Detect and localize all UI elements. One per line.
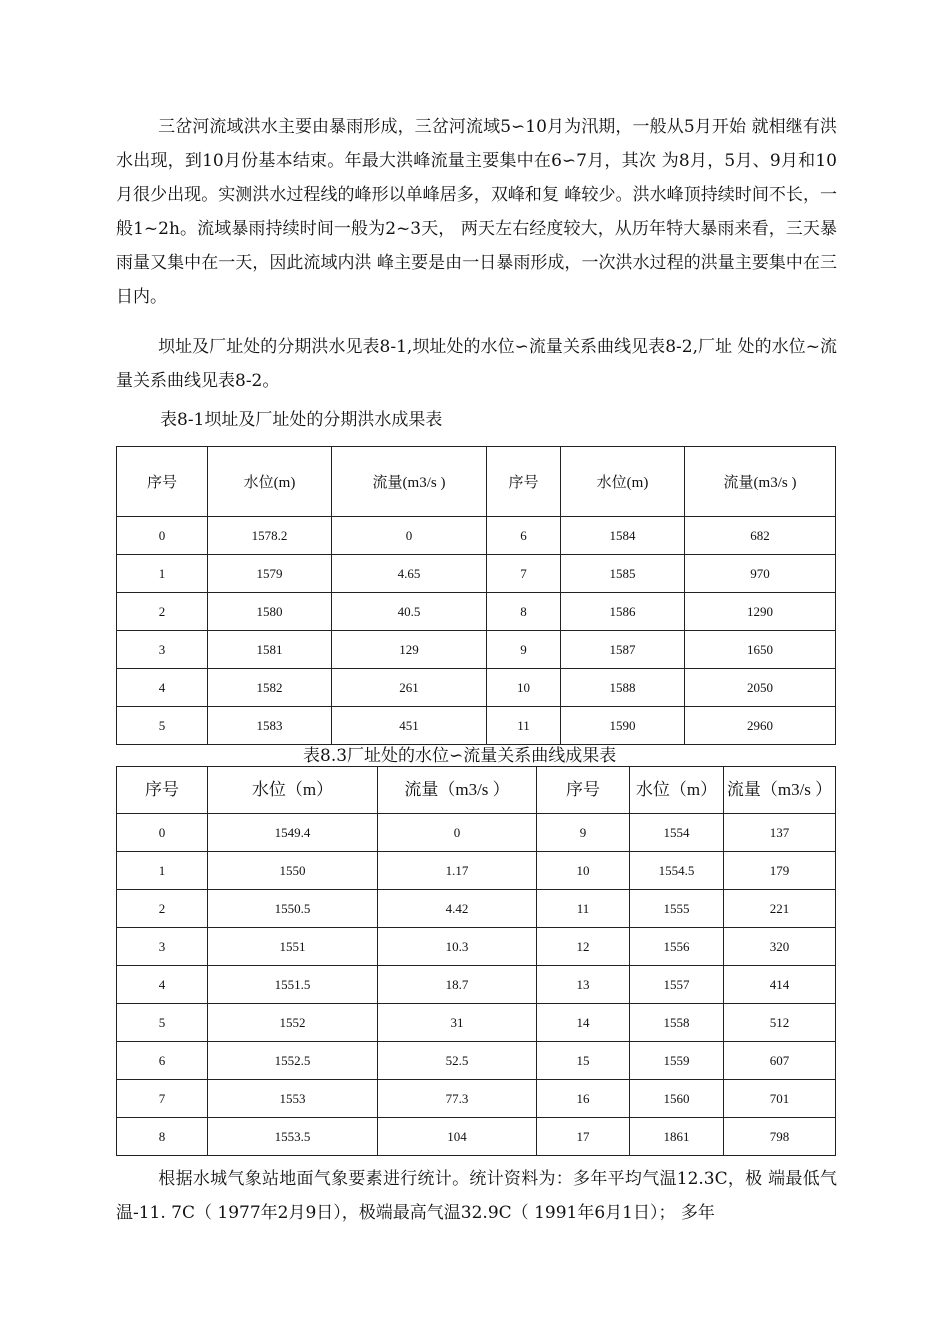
table-cell: 31 bbox=[378, 1004, 537, 1042]
table-cell: 6 bbox=[487, 517, 561, 555]
table-cell: 18.7 bbox=[378, 966, 537, 1004]
table-cell: 137 bbox=[724, 814, 836, 852]
table-cell: 1551.5 bbox=[208, 966, 378, 1004]
table-cell: 1578.2 bbox=[208, 517, 332, 555]
table-cell: 1582 bbox=[208, 669, 332, 707]
table-cell: 0 bbox=[332, 517, 487, 555]
table1-caption: 表8-1坝址及厂址处的分期洪水成果表 bbox=[160, 410, 443, 430]
paragraph-text: 三岔河流域洪水主要由暴雨形成，三岔河流域5∽10月为汛期，一般从5月开始 就相继有洪水出现，到10月份基本结束。年最大洪峰流量主要集中在6∽7月，其次 为8月，5月、9月和10月很少出现。实测洪水过程线的峰形以单峰居多，双峰和复 峰较少。洪水峰顶持续时间不长，一般1~2h。流域暴雨持续时间一般为2~3天， 两天左右经度较大，从历年特大暴雨来看，三天暴雨量又集中在一天，因此流域内洪 峰主要是由一日暴雨形成，一次洪水过程的洪量主要集中在三日内。 bbox=[116, 117, 837, 307]
table-cell: 798 bbox=[724, 1118, 836, 1156]
table-cell: 1555 bbox=[630, 890, 724, 928]
table-cell: 1556 bbox=[630, 928, 724, 966]
table-cell: 10.3 bbox=[378, 928, 537, 966]
table-cell: 4.42 bbox=[378, 890, 537, 928]
table-cell: 1.17 bbox=[378, 852, 537, 890]
table-cell: 320 bbox=[724, 928, 836, 966]
table-cell: 451 bbox=[332, 707, 487, 745]
table-cell: 10 bbox=[487, 669, 561, 707]
table-cell: 15 bbox=[537, 1042, 630, 1080]
table-cell: 8 bbox=[487, 593, 561, 631]
table-cell: 1549.4 bbox=[208, 814, 378, 852]
table-cell: 8 bbox=[117, 1118, 208, 1156]
table-plant-stage-discharge bbox=[116, 766, 836, 1156]
table-cell: 1558 bbox=[630, 1004, 724, 1042]
table-cell: 1861 bbox=[630, 1118, 724, 1156]
table-cell: 2960 bbox=[685, 707, 836, 745]
table-cell: 7 bbox=[487, 555, 561, 593]
table-cell: 2 bbox=[117, 593, 208, 631]
table-cell: 1585 bbox=[561, 555, 685, 593]
table-row bbox=[117, 1004, 836, 1042]
table-cell: 14 bbox=[537, 1004, 630, 1042]
table-cell: 1581 bbox=[208, 631, 332, 669]
table-dam-flood bbox=[116, 446, 836, 745]
table-cell: 129 bbox=[332, 631, 487, 669]
header-cell: 序号 bbox=[487, 447, 561, 517]
table-cell: 13 bbox=[537, 966, 630, 1004]
table-cell: 1560 bbox=[630, 1080, 724, 1118]
table-cell: 17 bbox=[537, 1118, 630, 1156]
table-cell: 7 bbox=[117, 1080, 208, 1118]
paragraph-text: 坝址及厂址处的分期洪水见表8-1,坝址处的水位∽流量关系曲线见表8-2,厂址 处的水位~流量关系曲线见表8-2。 bbox=[116, 337, 837, 391]
header-cell: 水位(m) bbox=[561, 447, 685, 517]
table-row bbox=[117, 966, 836, 1004]
table-row bbox=[117, 928, 836, 966]
table-cell: 1583 bbox=[208, 707, 332, 745]
table-cell: 261 bbox=[332, 669, 487, 707]
table-row bbox=[117, 1042, 836, 1080]
table-cell: 701 bbox=[724, 1080, 836, 1118]
table-cell: 4 bbox=[117, 669, 208, 707]
table-row bbox=[117, 814, 836, 852]
table-cell: 3 bbox=[117, 928, 208, 966]
table-header-row bbox=[117, 447, 836, 517]
table-cell: 1580 bbox=[208, 593, 332, 631]
table-cell: 0 bbox=[117, 517, 208, 555]
table-cell: 1 bbox=[117, 852, 208, 890]
table-cell: 1553.5 bbox=[208, 1118, 378, 1156]
table-cell: 414 bbox=[724, 966, 836, 1004]
paragraph-table-reference bbox=[116, 330, 837, 398]
table-cell: 9 bbox=[537, 814, 630, 852]
table-cell: 179 bbox=[724, 852, 836, 890]
table-cell: 1554 bbox=[630, 814, 724, 852]
table-cell: 1584 bbox=[561, 517, 685, 555]
header-cell: 序号 bbox=[117, 767, 208, 814]
table-row bbox=[117, 1080, 836, 1118]
table-cell: 12 bbox=[537, 928, 630, 966]
table-cell: 1553 bbox=[208, 1080, 378, 1118]
table-cell: 11 bbox=[537, 890, 630, 928]
header-cell: 流量(m3/s ) bbox=[332, 447, 487, 517]
table-cell: 1579 bbox=[208, 555, 332, 593]
table-cell: 16 bbox=[537, 1080, 630, 1118]
table-cell: 1587 bbox=[561, 631, 685, 669]
header-cell: 序号 bbox=[537, 767, 630, 814]
table-cell: 52.5 bbox=[378, 1042, 537, 1080]
table-cell: 10 bbox=[537, 852, 630, 890]
table-cell: 1590 bbox=[561, 707, 685, 745]
table-cell: 9 bbox=[487, 631, 561, 669]
table-cell: 6 bbox=[117, 1042, 208, 1080]
table-cell: 40.5 bbox=[332, 593, 487, 631]
header-cell: 流量(m3/s ) bbox=[685, 447, 836, 517]
header-cell: 水位（m） bbox=[208, 767, 378, 814]
table-header-row bbox=[117, 767, 836, 814]
table-cell: 1557 bbox=[630, 966, 724, 1004]
table-cell: 970 bbox=[685, 555, 836, 593]
table-cell: 2050 bbox=[685, 669, 836, 707]
table-row bbox=[117, 1118, 836, 1156]
table-cell: 4 bbox=[117, 966, 208, 1004]
paragraph-climate-stats bbox=[116, 1162, 837, 1230]
table-cell: 682 bbox=[685, 517, 836, 555]
table-cell: 104 bbox=[378, 1118, 537, 1156]
paragraph-flood-description bbox=[116, 110, 837, 314]
table-cell: 607 bbox=[724, 1042, 836, 1080]
table-cell: 1650 bbox=[685, 631, 836, 669]
table-row bbox=[117, 517, 836, 555]
table-cell: 0 bbox=[378, 814, 537, 852]
table-cell: 1290 bbox=[685, 593, 836, 631]
table-cell: 1551 bbox=[208, 928, 378, 966]
table-row bbox=[117, 890, 836, 928]
table-cell: 1559 bbox=[630, 1042, 724, 1080]
header-cell: 流量（m3/s ） bbox=[378, 767, 537, 814]
table-cell: 1586 bbox=[561, 593, 685, 631]
table-row bbox=[117, 631, 836, 669]
table-cell: 1552.5 bbox=[208, 1042, 378, 1080]
header-cell: 流量（m3/s ） bbox=[724, 767, 836, 814]
table-cell: 1552 bbox=[208, 1004, 378, 1042]
table-row bbox=[117, 852, 836, 890]
table-cell: 221 bbox=[724, 890, 836, 928]
header-cell: 序号 bbox=[117, 447, 208, 517]
table-cell: 2 bbox=[117, 890, 208, 928]
table-cell: 5 bbox=[117, 707, 208, 745]
table-row bbox=[117, 593, 836, 631]
table-cell: 1550 bbox=[208, 852, 378, 890]
header-cell: 水位（m） bbox=[630, 767, 724, 814]
table-cell: 77.3 bbox=[378, 1080, 537, 1118]
header-cell: 水位(m) bbox=[208, 447, 332, 517]
table-cell: 512 bbox=[724, 1004, 836, 1042]
table-cell: 1550.5 bbox=[208, 890, 378, 928]
table-cell: 1554.5 bbox=[630, 852, 724, 890]
table2-caption: 表8.3厂址处的水位∽流量关系曲线成果表 bbox=[303, 746, 617, 766]
table-cell: 1 bbox=[117, 555, 208, 593]
table-cell: 4.65 bbox=[332, 555, 487, 593]
table-cell: 5 bbox=[117, 1004, 208, 1042]
table-row bbox=[117, 669, 836, 707]
table-row bbox=[117, 707, 836, 745]
table-row bbox=[117, 555, 836, 593]
table-cell: 0 bbox=[117, 814, 208, 852]
table-cell: 3 bbox=[117, 631, 208, 669]
table-cell: 11 bbox=[487, 707, 561, 745]
table-cell: 1588 bbox=[561, 669, 685, 707]
paragraph-text: 根据水城气象站地面气象要素进行统计。统计资料为：多年平均气温12.3C，极 端最低气温-11. 7C（ 1977年2月9日），极端最高气温32.9C（ 1991年6月1日）； 多年 bbox=[116, 1169, 837, 1223]
